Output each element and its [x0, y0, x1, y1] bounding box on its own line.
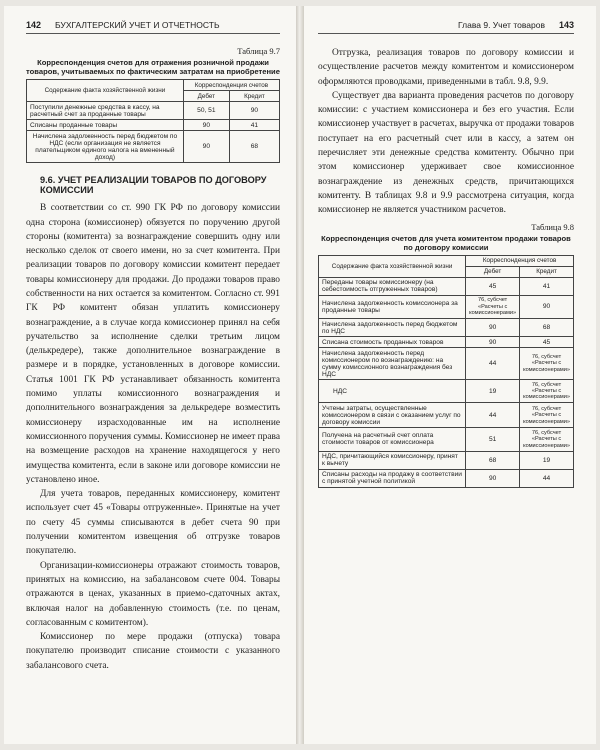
- table-cell-desc: Начислена задолженность перед комиссионером по вознаграждению: на сумму комиссионного вознаграждения без НДС: [319, 348, 466, 380]
- paragraph: Для учета товаров, переданных комиссионеру, комитент использует счет 45 «Товары отгруженные». Принятые на учет по счету 45 суммы списываются в дебет счета 90 при получении комитентом извещения об отгрузке товаров покупателю.: [26, 489, 280, 557]
- table-cell-debit: 44: [466, 403, 520, 428]
- table-row: [319, 277, 574, 295]
- table-cell-credit: 76, субсчет «Расчеты с комиссионерами»: [520, 348, 574, 380]
- table-cell-credit: 19: [520, 451, 574, 469]
- table-cell-desc: Начислена задолженность перед бюджетом по НДС: [319, 319, 466, 337]
- table-9-7-header-credit: Кредит: [229, 91, 279, 102]
- table-9-8-title: Корреспонденция счетов для учета комитентом продажи товаров по договору комиссии: [321, 233, 571, 252]
- left-body-text: [26, 201, 280, 673]
- right-page: [304, 6, 596, 744]
- left-page-number: 142: [26, 20, 42, 30]
- table-cell-debit: 90: [183, 131, 229, 163]
- paragraph: Комиссионер по мере продажи (отпуска) товара покупателю производит списание стоимости с указанного забалансового счета.: [26, 632, 280, 671]
- right-body-text: [318, 46, 574, 218]
- table-cell-desc: Списаны проданные товары: [27, 120, 184, 131]
- table-row: [319, 348, 574, 380]
- table-9-8-header-credit: Кредит: [520, 266, 574, 277]
- table-cell-desc: Получена на расчетный счет оплата стоимости товаров от комиссионера: [319, 428, 466, 451]
- table-9-7-title: Корреспонденция счетов для отражения розничной продажи товаров, учитываемых по фактическим затратам на приобретение: [26, 58, 280, 77]
- paragraph: Организации-комиссионеры отражают стоимость товаров, принятых на комиссию, на забалансовом счете 004. Товары отражаются в ценах, указанных в приемо-сдаточных актах, включая налог на добавленную стоимость (т.е. по ценам, согласованным с комитентом).: [26, 560, 280, 628]
- table-cell-credit: 76, субсчет «Расчеты с комиссионерами»: [520, 380, 574, 403]
- table-9-8-header-desc: Содержание факта хозяйственной жизни: [319, 255, 466, 277]
- paragraph: Отгрузка, реализация товаров по договору комиссии и осуществление расчетов между комитентом и комиссионером оформляются проводками, приведенными в табл. 9.8, 9.9.: [318, 48, 574, 87]
- table-row: [319, 319, 574, 337]
- table-cell-desc: НДС: [319, 380, 466, 403]
- table-cell-credit: 76, субсчет «Расчеты с комиссионерами»: [520, 403, 574, 428]
- table-cell-debit: 90: [466, 337, 520, 348]
- table-cell-credit: 90: [229, 102, 279, 120]
- left-page: [4, 6, 296, 744]
- table-cell-debit: 45: [466, 277, 520, 295]
- table-row: [319, 337, 574, 348]
- right-running-title: Глава 9. Учет товаров: [458, 20, 545, 30]
- table-cell-desc: Начислена задолженность комиссионера за проданные товары: [319, 295, 466, 318]
- table-9-7-header-debit: Дебет: [183, 91, 229, 102]
- table-cell-credit: 68: [229, 131, 279, 163]
- table-cell-credit: 41: [229, 120, 279, 131]
- table-cell-debit: 50, 51: [183, 102, 229, 120]
- left-running-head: [26, 20, 280, 34]
- table-9-8-header-debit: Дебет: [466, 266, 520, 277]
- table-cell-debit: 90: [466, 319, 520, 337]
- section-title-9-6: 9.6. УЧЕТ РЕАЛИЗАЦИИ ТОВАРОВ ПО ДОГОВОРУ КОМИССИИ: [40, 175, 267, 196]
- table-row: [27, 120, 280, 131]
- table-cell-credit: 76, субсчет «Расчеты с комиссионерами»: [520, 428, 574, 451]
- table-9-8: [318, 255, 574, 488]
- table-row: [319, 403, 574, 428]
- table-cell-credit: 68: [520, 319, 574, 337]
- table-cell-credit: 41: [520, 277, 574, 295]
- left-running-title: БУХГАЛТЕРСКИЙ УЧЕТ И ОТЧЕТНОСТЬ: [55, 20, 220, 30]
- table-9-7: [26, 79, 280, 163]
- table-row: [319, 469, 574, 487]
- paragraph: Существует два варианта проведения расчетов по договору комиссии: с участием комиссионера и без его участия. Если комиссионер участвует в расчетах, выручка от продажи товаров поступает на его расчетный счет или в кассу, а затем он перечисляет эти денежные средства комитенту. Обычно при этом комиссионер удерживает свое комиссионное вознаграждение из денежных средств, причитающихся комитенту. В таблицах 9.8 и 9.9 рассмотрена ситуация, когда комиссионер не является участником расчетов.: [318, 90, 574, 216]
- table-row: [319, 380, 574, 403]
- table-cell-desc: Учтены затраты, осуществленные комиссионером в связи с оказанием услуг по договору комиссии: [319, 403, 466, 428]
- table-cell-debit: 19: [466, 380, 520, 403]
- table-cell-desc: Списаны расходы на продажу в соответствии с принятой учетной политикой: [319, 469, 466, 487]
- table-row: [27, 102, 280, 120]
- table-9-7-header-group: Корреспонденция счетов: [183, 80, 279, 91]
- table-cell-desc: Переданы товары комиссионеру (на себестоимость отгруженных товаров): [319, 277, 466, 295]
- table-cell-debit: 76, субсчет «Расчеты с комиссионерами»: [466, 295, 520, 318]
- table-row: [319, 451, 574, 469]
- table-9-8-label: Таблица 9.8: [531, 221, 574, 232]
- table-row: [319, 295, 574, 318]
- table-cell-credit: 45: [520, 337, 574, 348]
- right-page-number: 143: [558, 20, 574, 30]
- table-cell-debit: 68: [466, 451, 520, 469]
- table-cell-desc: НДС, причитающийся комиссионеру, принят к вычету: [319, 451, 466, 469]
- table-cell-credit: 90: [520, 295, 574, 318]
- table-cell-desc: Списана стоимость проданных товаров: [319, 337, 466, 348]
- table-cell-debit: 90: [183, 120, 229, 131]
- table-cell-desc: Начислена задолженность перед бюджетом по НДС (если организация не является плательщиком единого налога на вмененный доход): [27, 131, 184, 163]
- table-cell-debit: 90: [466, 469, 520, 487]
- table-cell-debit: 44: [466, 348, 520, 380]
- table-cell-credit: 44: [520, 469, 574, 487]
- table-9-7-label: Таблица 9.7: [237, 46, 280, 56]
- paragraph: В соответствии со ст. 990 ГК РФ по договору комиссии одна сторона (комиссионер) обязуется по поручению другой стороны (комитента) за вознаграждение совершить одну или несколько сделок от своего имени, но за счет комитента. При реализации товаров по договору комиссии комитент передает товары комиссионеру для продажи. До продажи товаров право собственности на них остается за комитентом. Согласно ст. 991 ГК РФ комитент обязан уплатить комиссионеру вознаграждение, а в случае когда комиссионер принял на себя ручательство за исполнение сделки третьим лицом (делькредере), также дополнительное вознаграждение в размере и в порядке, установленных в договоре комиссии. Статья 1001 ГК РФ устанавливает обязанность комитента помимо уплаты комиссионного вознаграждения и дополнительного вознаграждения за делькредере возместить комиссионеру израсходованные им на исполнение комиссионного поручения суммы. Комиссионер не имеет права на возмещение расходов на хранение находящегося у него имущества комитента, если в законе или договоре комиссии не установлено иное.: [26, 203, 280, 485]
- table-row: [319, 428, 574, 451]
- table-cell-debit: 51: [466, 428, 520, 451]
- table-9-7-header-desc: Содержание факта хозяйственной жизни: [27, 80, 184, 102]
- table-cell-desc: Поступили денежные средства в кассу, на расчетный счет за проданные товары: [27, 102, 184, 120]
- right-running-head: [318, 20, 574, 34]
- table-9-8-header-group: Корреспонденция счетов: [466, 255, 574, 266]
- table-row: [27, 131, 280, 163]
- book-gutter: [296, 6, 304, 744]
